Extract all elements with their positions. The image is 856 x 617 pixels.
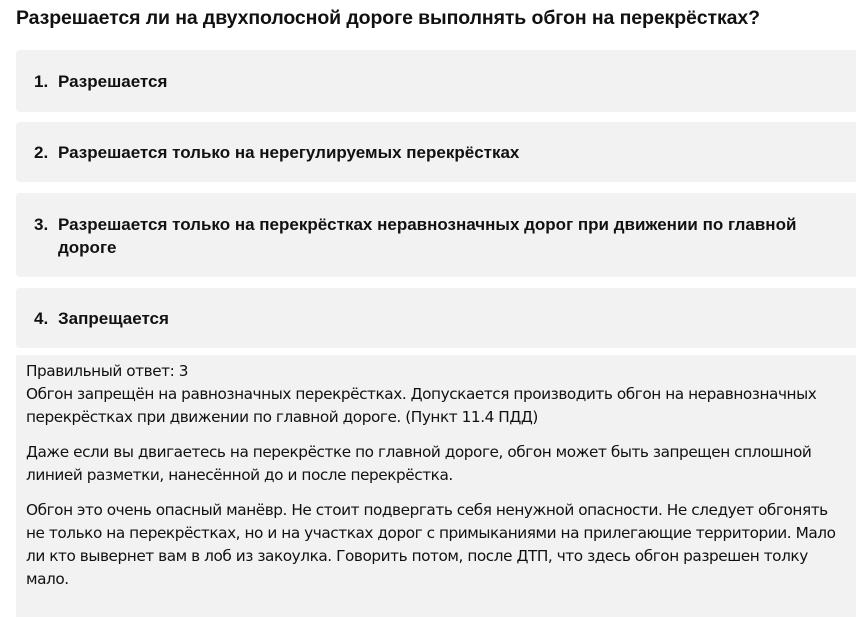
explanation-paragraph-2: Даже если вы двигаетесь на перекрёстке по главной дороге, обгон может быть запрещен сплошной линией разметки, нанесённой до и после перекрёстка.	[26, 443, 812, 484]
answer-option-2[interactable]	[16, 122, 856, 182]
option-text: Разрешается	[58, 71, 168, 91]
option-text: Разрешается только на перекрёстках неравнозначных дорог при движении по главной дороге	[58, 215, 797, 257]
option-text: Разрешается только на нерегулируемых перекрёстках	[58, 142, 520, 162]
option-number: 1.	[34, 71, 49, 91]
answer-explanation-panel	[16, 355, 856, 617]
answer-option-4[interactable]	[16, 288, 856, 348]
question-title: Разрешается ли на двухполосной дороге выполнять обгон на перекрёстках?	[16, 7, 760, 29]
option-text: Запрещается	[58, 308, 169, 328]
answer-option-1[interactable]	[16, 50, 856, 112]
option-number: 4.	[34, 308, 49, 328]
answer-option-3[interactable]	[16, 193, 856, 277]
explanation-paragraph-1: Обгон запрещён на равнозначных перекрёстках. Допускается производить обгон на неравнозначных перекрёстках при движении по главной дороге. (Пункт 11.4 ПДД)	[26, 385, 817, 426]
option-number: 3.	[34, 215, 49, 234]
correct-answer-label: Правильный ответ: 3	[26, 362, 189, 380]
explanation-paragraph-3: Обгон это очень опасный манёвр. Не стоит подвергать себя ненужной опасности. Не следует обгонять не только на перекрёстках, но и на участках дорог с примыканиями на прилегающие территории. Мало ли кто вывернет вам в лоб из закоулка. Говорить потом, после ДТП, что здесь обгон разрешен толку мало.	[26, 501, 836, 588]
option-number: 2.	[34, 142, 49, 162]
